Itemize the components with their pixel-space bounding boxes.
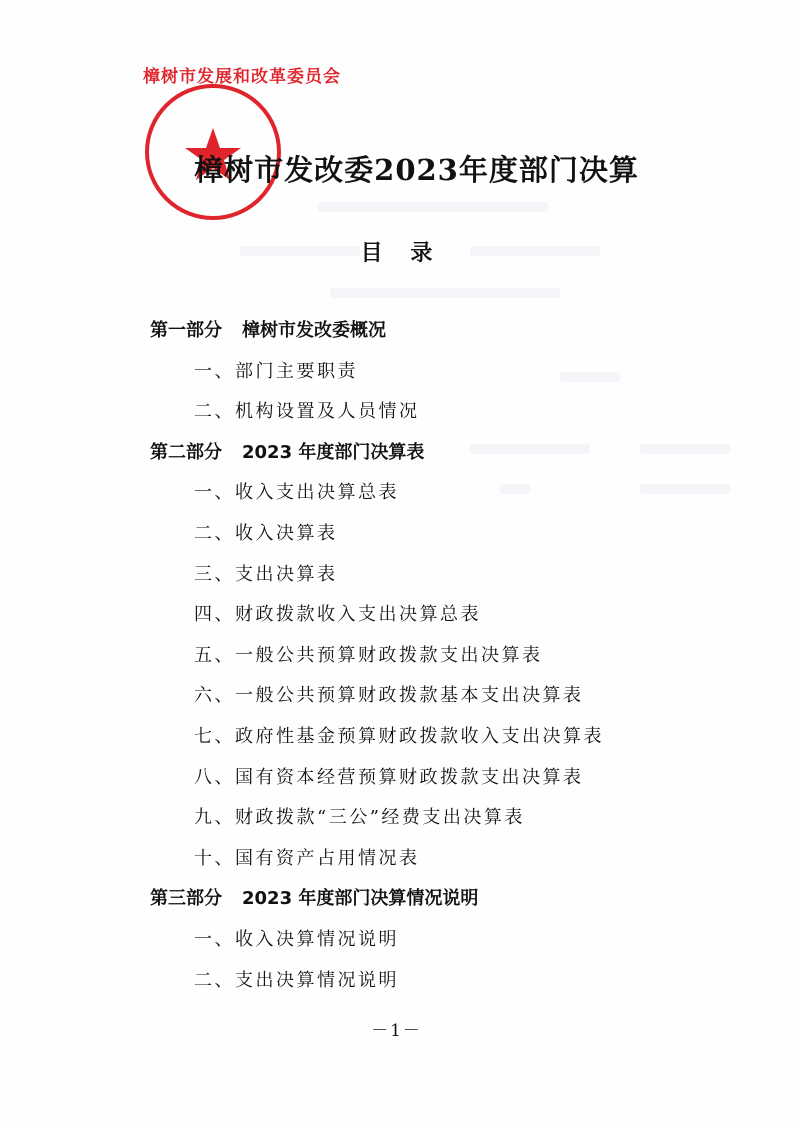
toc-item: 二、支出决算情况说明 [194, 969, 399, 991]
toc-item: 八、国有资本经营预算财政拨款支出决算表 [194, 766, 584, 788]
toc-item: 五、一般公共预算财政拨款支出决算表 [194, 644, 543, 666]
toc-part-3 [150, 884, 710, 925]
toc-part-1 [150, 316, 710, 357]
toc-item: 二、收入决算表 [194, 522, 338, 544]
toc-part-label: 第三部分 [150, 888, 222, 910]
table-of-contents [150, 316, 710, 1006]
toc-part-title: 2023 年度部门决算表 [242, 441, 425, 463]
toc-part-2 [150, 438, 710, 479]
toc-item: 一、收入决算情况说明 [194, 928, 399, 950]
toc-item: 一、收入支出决算总表 [194, 482, 399, 504]
toc-item: 九、财政拨款“三公”经费支出决算表 [194, 807, 525, 829]
bleed-through-mark [318, 202, 548, 212]
toc-item: 一、部门主要职责 [194, 360, 358, 382]
toc-item: 四、财政拨款收入支出决算总表 [194, 604, 481, 626]
toc-item: 二、机构设置及人员情况 [194, 401, 420, 423]
seal-text: 樟树市发展和改革委员会 [143, 67, 341, 87]
toc-item: 六、一般公共预算财政拨款基本支出决算表 [194, 685, 584, 707]
toc-part-title: 樟树市发改委概况 [242, 320, 386, 341]
toc-item: 七、政府性基金预算财政拨款收入支出决算表 [194, 725, 604, 747]
page-number: －1－ [371, 1021, 422, 1041]
toc-part-title: 2023 年度部门决算情况说明 [242, 888, 479, 910]
toc-item: 十、国有资产占用情况表 [194, 847, 420, 869]
toc-part-label: 第一部分 [150, 320, 222, 341]
toc-part-label: 第二部分 [150, 441, 222, 463]
bleed-through-mark [330, 288, 560, 298]
toc-heading: 目 录 [360, 241, 443, 266]
document-title: 樟树市发改委2023年度部门决算 [194, 153, 639, 187]
toc-item: 三、支出决算表 [194, 563, 338, 585]
